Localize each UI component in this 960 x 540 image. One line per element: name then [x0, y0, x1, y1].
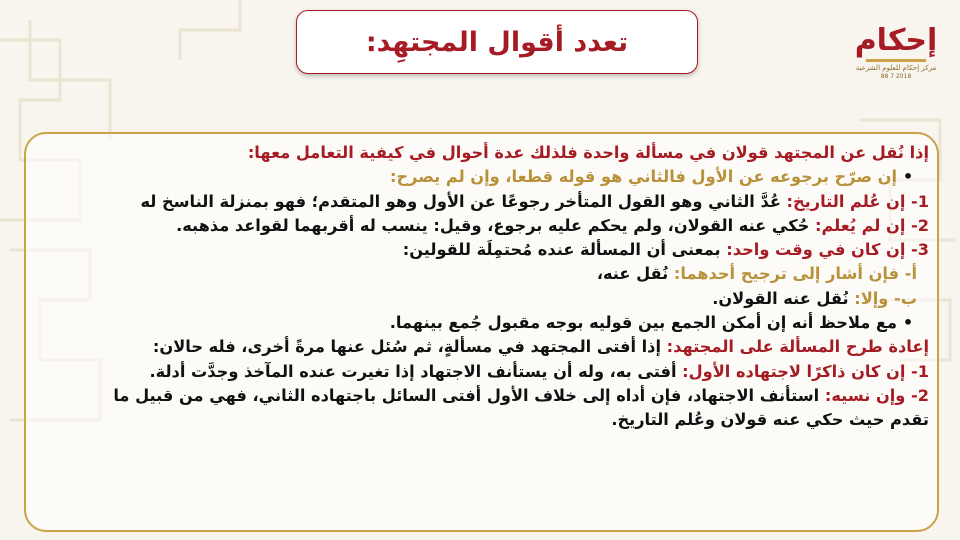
- subheading-text: أ- فإن أشار إلى ترجيح أحدهما:: [668, 264, 917, 284]
- heading-text: إذا نُقل عن المجتهد قولان في مسألة واحدة فلذلك عدة أحوال في كيفية التعامل معها:: [247, 143, 929, 162]
- text-line: [36, 408, 929, 432]
- body-text: عُدَّ الثاني وهو القول المتأخر رجوعًا عن الأول وهو المتقدم؛ فهو بمنزلة الناسخ له: [140, 191, 781, 211]
- logo-code: 88 7 2018: [880, 73, 912, 80]
- subheading-text: إن صرّح برجوعه عن الأول فالثاني هو قوله قطعا، وإن لم يصرح:: [390, 167, 897, 187]
- heading-text: إعادة طرح المسألة على المجتهد:: [661, 337, 929, 357]
- text-line: [36, 311, 929, 335]
- text-line: [36, 262, 929, 286]
- text-line: [36, 287, 929, 311]
- text-line: [36, 238, 929, 262]
- text-line: [36, 360, 929, 384]
- text-line: [36, 335, 929, 359]
- heading-text: 1- إن عُلم التاريخ:: [780, 191, 929, 211]
- bullet-icon: •: [902, 313, 914, 333]
- bullet-icon: •: [902, 167, 914, 187]
- content-body: [36, 141, 929, 433]
- body-text: نُقل عنه،: [596, 264, 669, 284]
- body-text: استأنف الاجتهاد، فإن أداه إلى خلاف الأول أفتى السائل باجتهاده الثاني، فهي من قبيل ما: [113, 385, 820, 405]
- text-line: [36, 214, 929, 238]
- heading-text: 2- إن لم يُعلم:: [809, 215, 929, 235]
- text-line: [36, 384, 929, 408]
- body-text: أفتى به، وله أن يستأنف الاجتهاد إذا تغيرت عنده المآخذ وجدَّت أدلة.: [149, 361, 677, 381]
- subheading-text: ب- وإلا:: [848, 288, 917, 308]
- body-text: إذا أفتى المجتهد في مسألةٍ، ثم سُئل عنها مرةً أخرى، فله حالان:: [152, 337, 662, 357]
- logo-divider: [866, 59, 926, 62]
- logo-subtitle: مركز إحكام للعلوم الشرعية: [855, 64, 937, 72]
- text-line: [36, 165, 929, 189]
- body-text: حُكي عنه القولان، ولم يحكم عليه برجوع، وقيل: ينسب له أقربهما لقواعد مذهبه.: [176, 215, 810, 235]
- body-text: بمعنى أن المسألة عنده مُحتمِلَة للقولين:: [402, 240, 721, 260]
- body-text: تقدم حيث حكي عنه قولان وعُلم التاريخ.: [611, 410, 929, 430]
- body-text: مع ملاحظ أنه إن أمكن الجمع بين قوليه بوجه مقبول جُمع بينهما.: [389, 313, 897, 333]
- text-line: [36, 190, 929, 214]
- text-line: [36, 141, 929, 165]
- heading-text: 1- إن كان ذاكرًا لاجتهاده الأول:: [676, 361, 929, 381]
- slide-title: تعدد أقوال المجتهِد:: [365, 26, 629, 58]
- body-text: نُقل عنه القولان.: [712, 288, 849, 308]
- logo: [836, 24, 956, 94]
- heading-text: 2- وإن نسيه:: [819, 385, 929, 405]
- logo-name: إحكام: [854, 23, 938, 58]
- heading-text: 3- إن كان في وقت واحد:: [720, 240, 929, 260]
- title-box: [296, 10, 698, 74]
